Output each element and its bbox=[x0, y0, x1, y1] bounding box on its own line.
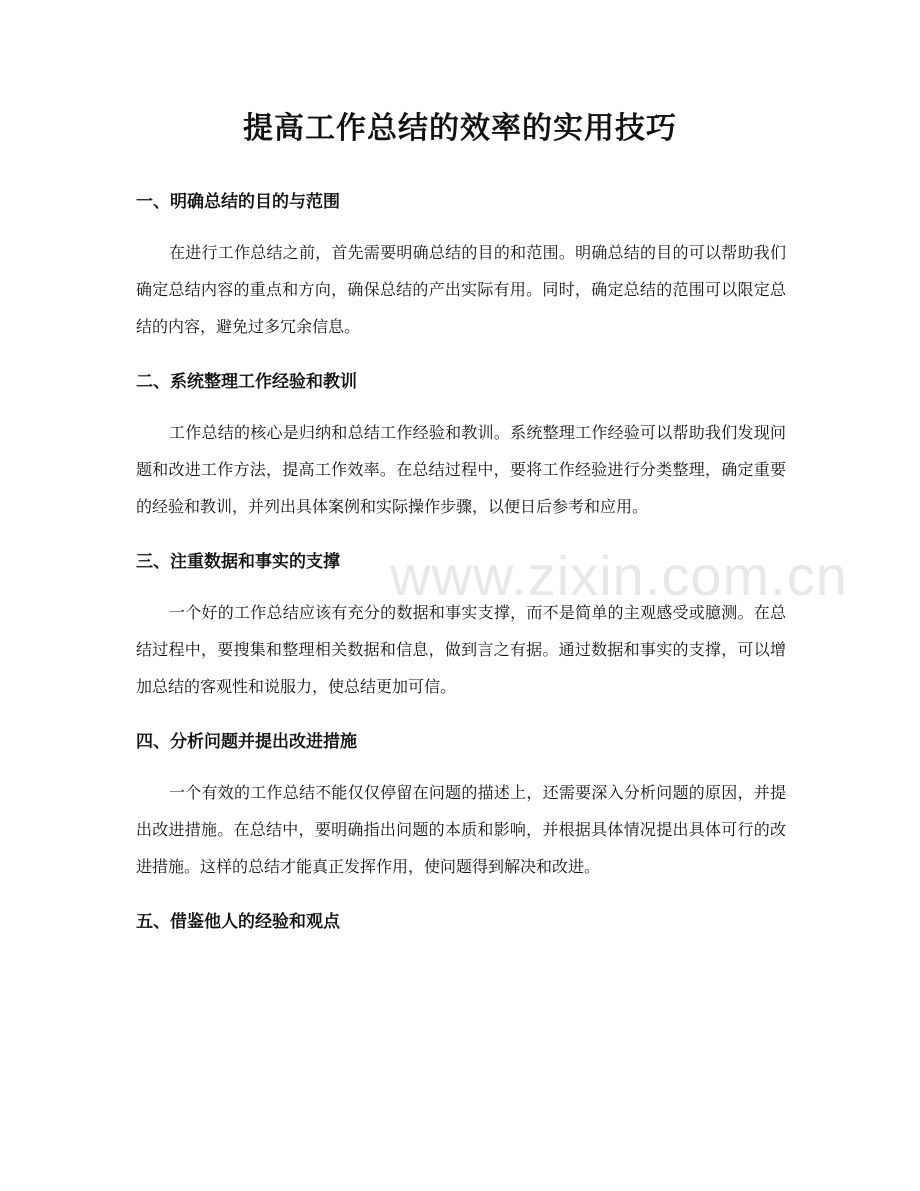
section-1 bbox=[136, 182, 786, 345]
section-paragraph: 一个好的工作总结应该有充分的数据和事实支撑，而不是简单的主观感受或臆测。在总结过程中，要搜集和整理相关数据和信息，做到言之有据。通过数据和事实的支撑，可以增加总结的客观性和说服力，使总结更加可信。 bbox=[136, 603, 786, 696]
section-heading: 四、分析问题并提出改进措施 bbox=[136, 732, 357, 752]
section-2 bbox=[136, 362, 786, 525]
document-content bbox=[136, 182, 786, 942]
section-paragraph: 工作总结的核心是归纳和总结工作经验和教训。系统整理工作经验可以帮助我们发现问题和改进工作方法，提高工作效率。在总结过程中，要将工作经验进行分类整理，确定重要的经验和教训，并列出具体案例和实际操作步骤，以便日后参考和应用。 bbox=[136, 423, 786, 516]
watermark: www.zixin.com.cn bbox=[390, 544, 848, 607]
section-4 bbox=[136, 722, 786, 885]
section-heading: 二、系统整理工作经验和教训 bbox=[136, 372, 357, 392]
document-title: 提高工作总结的效率的实用技巧 bbox=[243, 111, 677, 146]
section-paragraph: 一个有效的工作总结不能仅仅停留在问题的描述上，还需要深入分析问题的原因，并提出改进措施。在总结中，要明确指出问题的本质和影响，并根据具体情况提出具体可行的改进措施。这样的总结才能真正发挥作用，使问题得到解决和改进。 bbox=[136, 783, 786, 876]
section-heading: 五、借鉴他人的经验和观点 bbox=[136, 912, 340, 932]
section-heading: 三、注重数据和事实的支撑 bbox=[136, 552, 340, 572]
section-paragraph: 在进行工作总结之前，首先需要明确总结的目的和范围。明确总结的目的可以帮助我们确定总结内容的重点和方向，确保总结的产出实际有用。同时，确定总结的范围可以限定总结的内容，避免过多冗余信息。 bbox=[136, 243, 786, 336]
section-5 bbox=[136, 902, 786, 942]
section-3 bbox=[136, 542, 786, 705]
section-heading: 一、明确总结的目的与范围 bbox=[136, 192, 340, 212]
